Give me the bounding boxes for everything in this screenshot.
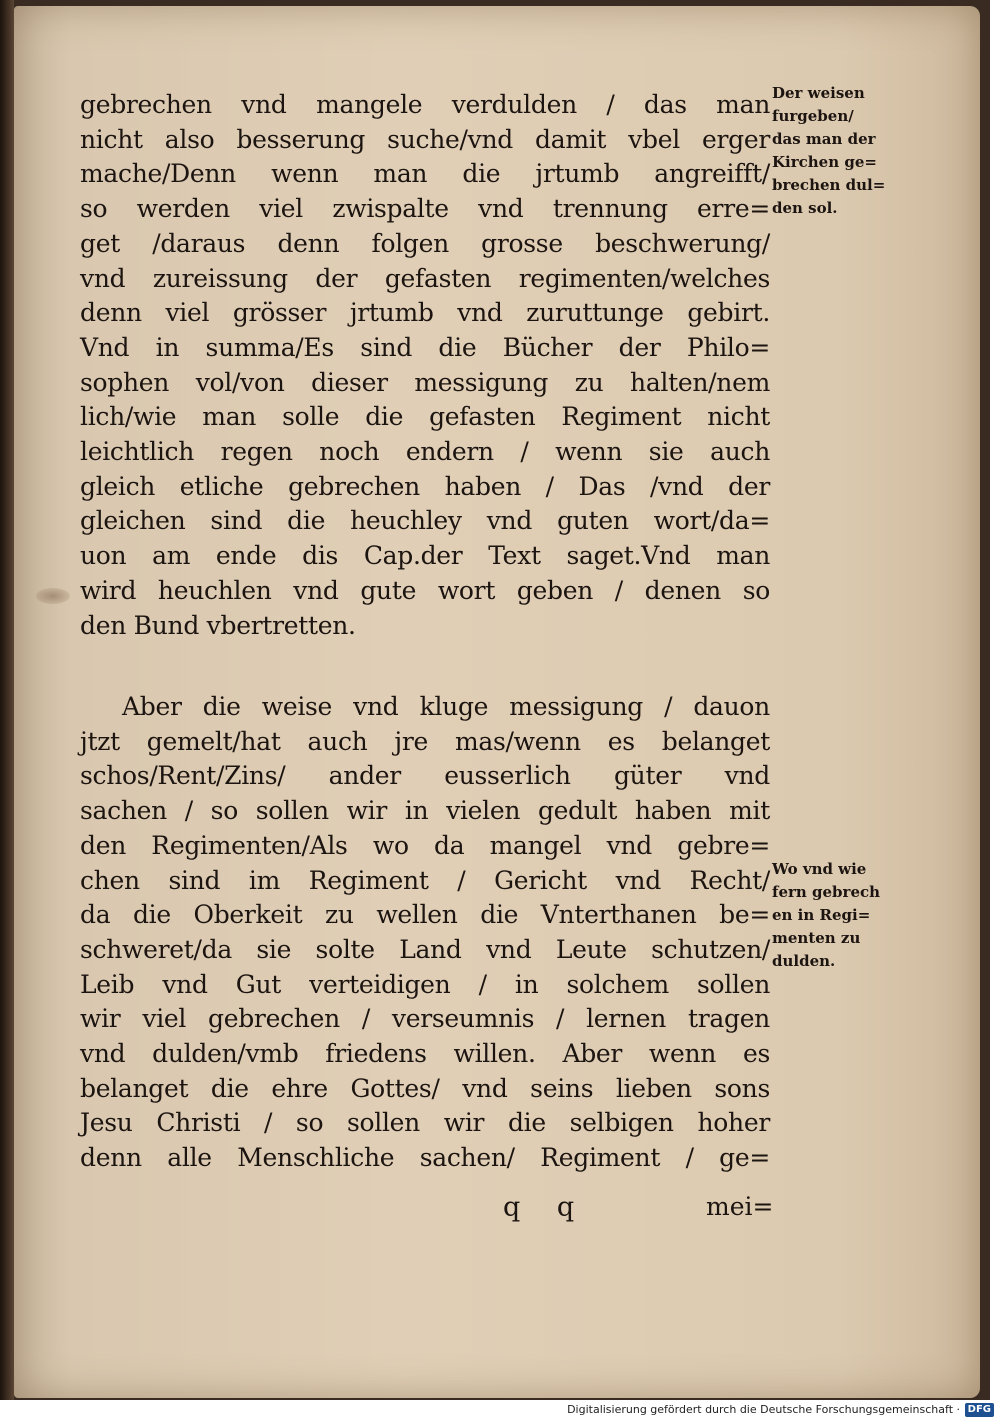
- text-line: mache/Denn wenn man die jrtumb angreifft/: [80, 159, 770, 189]
- text-line: Vnd in summa/Es sind die Bücher der Philo=: [80, 332, 770, 362]
- text-line: belanget die ehre Gottes/ vnd seins lieben sons: [80, 1073, 770, 1103]
- dfg-logo[interactable]: DFG: [965, 1403, 994, 1417]
- text-line: denn alle Menschliche sachen/ Regiment / ge=: [80, 1143, 770, 1173]
- margin-note-line: das man der: [772, 130, 876, 148]
- margin-note-line: en in Regi=: [772, 906, 871, 924]
- margin-note-line: furgeben/: [772, 107, 854, 125]
- text-line: gebrechen vnd mangele verdulden / das man: [80, 90, 770, 119]
- text-line: sophen vol/von dieser messigung zu halten/nem: [80, 367, 770, 397]
- text-line: chen sind im Regiment / Gericht vnd Recht/: [80, 865, 770, 895]
- margin-note-line: Kirchen ge=: [772, 153, 877, 171]
- text-line: Jesu Christi / so sollen wir die selbigen hoher: [80, 1108, 770, 1138]
- text-line: vnd dulden/vmb friedens willen. Aber wenn es: [80, 1039, 770, 1069]
- text-line: sachen / so sollen wir in vielen gedult haben mit: [80, 796, 770, 826]
- text-line: vnd zureissung der gefasten regimenten/welches: [80, 263, 770, 293]
- paragraph-1: [80, 88, 770, 643]
- text-line: Leib vnd Gut verteidigen / in solchem sollen: [80, 969, 770, 999]
- text-line: uon am ende dis Cap.der Text saget.Vnd man: [80, 541, 770, 571]
- text-line: schos/Rent/Zins/ ander eusserlich güter vnd: [80, 761, 770, 791]
- footer-credit: Digitalisierung gefördert durch die Deutsche Forschungsgemeinschaft ·: [567, 1403, 960, 1416]
- margin-note-line: dulden.: [772, 952, 836, 970]
- text-line: gleich etliche gebrechen haben / Das /vnd der: [80, 471, 770, 501]
- text-line: wir viel gebrechen / verseumnis / lernen tragen: [80, 1004, 770, 1034]
- text-line: da die Oberkeit zu wellen die Vnterthanen be=: [80, 900, 770, 930]
- text-line: so werden viel zwispalte vnd trennung erre=: [80, 194, 770, 224]
- page-stain: [36, 588, 70, 604]
- text-line: Aber die weise vnd kluge messigung / dauon: [122, 692, 770, 721]
- signature-mark: q q: [503, 1192, 589, 1223]
- text-line: get /daraus denn folgen grosse beschwerung/: [80, 228, 770, 258]
- text-line: nicht also besserung suche/vnd damit vbel erger: [80, 124, 770, 154]
- text-line: denn viel grösser jrtumb vnd zuruttunge gebirt.: [80, 298, 770, 328]
- margin-note-line: Der weisen: [772, 84, 865, 102]
- text-line: schweret/da sie solte Land vnd Leute schutzen/: [80, 934, 770, 964]
- text-line: jtzt gemelt/hat auch jre mas/wenn es belanget: [80, 726, 770, 756]
- text-line: wird heuchlen vnd gute wort geben / denen so: [80, 575, 770, 605]
- text-line: den Regimenten/Als wo da mangel vnd gebre=: [80, 830, 770, 860]
- margin-note-line: den sol.: [772, 199, 838, 217]
- catchword: mei=: [706, 1192, 774, 1221]
- margin-note-line: menten zu: [772, 929, 861, 947]
- margin-note-line: Wo vnd wie: [772, 860, 867, 878]
- text-line: leichtlich regen noch endern / wenn sie auch: [80, 437, 770, 467]
- text-line: gleichen sind die heuchley vnd guten wort/da=: [80, 506, 770, 536]
- footer-bar: [0, 1400, 1000, 1421]
- margin-note-1: [772, 82, 885, 220]
- text-line: den Bund vbertretten.: [80, 610, 356, 640]
- text-line: lich/wie man solle die gefasten Regiment nicht: [80, 402, 770, 432]
- book-gutter: [0, 0, 14, 1400]
- paragraph-2: [80, 690, 770, 1176]
- margin-note-2: [772, 858, 880, 973]
- margin-note-line: fern gebrech: [772, 883, 881, 901]
- margin-note-line: brechen dul=: [772, 176, 886, 194]
